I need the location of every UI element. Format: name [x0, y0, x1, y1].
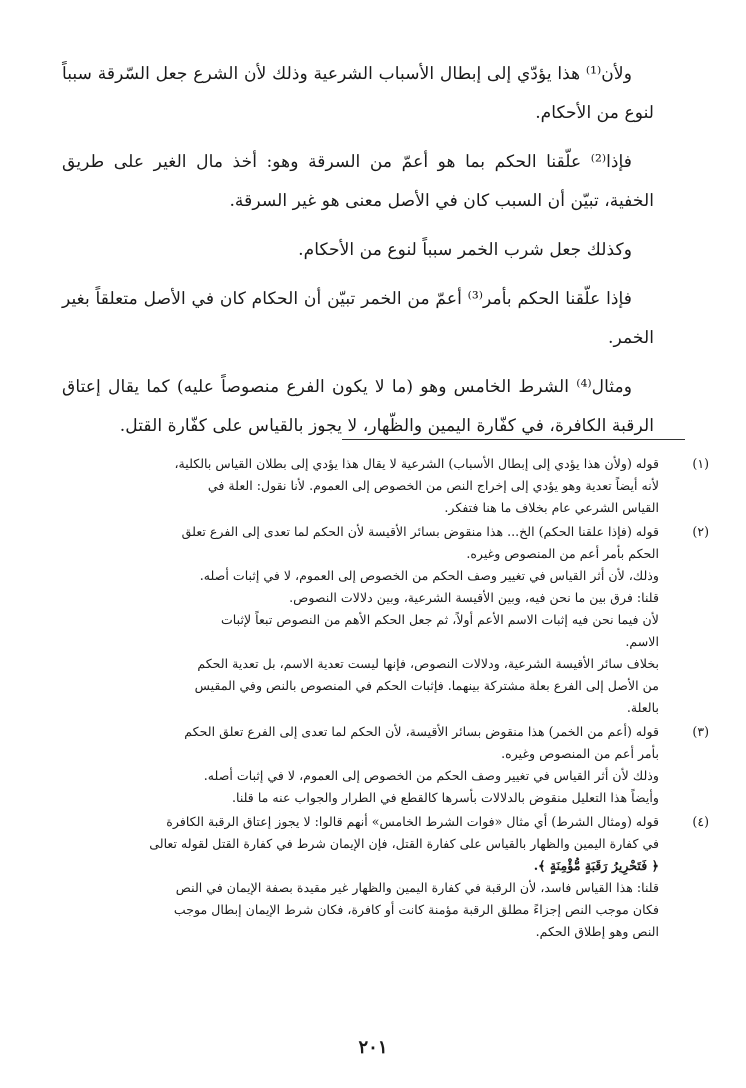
footnote-line: لأن فيما نحن فيه إثبات الاسم الأعم أولاً، ثم جعل الحكم الأهم من النصوص تبعاً لإثبات [220, 612, 659, 627]
footnote-2 [43, 521, 709, 721]
footnote-number: (٤) [692, 814, 709, 829]
page-number: ٢٠١ [358, 1037, 388, 1058]
footnote-line: النص وهو إطلاق الحكم. [535, 924, 659, 939]
footnote-1 [43, 453, 709, 521]
footnote-text [43, 453, 659, 521]
footnote-text [43, 721, 659, 811]
footnote-line: بخلاف سائر الأقيسة الشرعية، ودلالات النصوص، فإنها ليست تعدية الاسم، بل تعدية الحكم [197, 656, 659, 671]
footnote-4 [43, 811, 709, 943]
footnote-line: وأيضاً هذا التعليل منقوض بالدلالات بأسرها كالقطع في الطرار والجواب عنه ما قلنا. [231, 790, 659, 805]
footnote-text [43, 811, 659, 943]
footnote-line: في كفارة اليمين والظهار بالقياس على كفارة القتل، فإن الإيمان شرط في كفارة القتل لقوله تعالى [149, 836, 659, 851]
footnote-line: قلنا: هذا القياس فاسد، لأن الرقبة في كفارة اليمين والظهار غير مقيدة بصفة الإيمان في النص [175, 880, 659, 895]
footnote-number: (١) [692, 456, 709, 471]
footnote-line: قوله (ولأن هذا يؤدي إلى إبطال الأسباب) الشرعية لا يقال هذا يؤدي إلى بطلان القياس بالكلية، [174, 456, 659, 471]
footnote-number: (٣) [692, 724, 709, 739]
paragraph-3: وكذلك جعل شرب الخمر سبباً لنوع من الأحكام. [298, 240, 632, 260]
footnote-line: قوله (أعم من الخمر) هذا منقوض بسائر الأقيسة، لأن الحكم لما تعدى إلى الفرع تعلق الحكم [184, 724, 659, 739]
footnote-line: وذلك، لأن أثر القياس في تغيير وصف الحكم من الخصوص إلى العموم، لا في إثبات أصله. [199, 568, 659, 583]
footnotes [43, 453, 709, 943]
footnote-line: وذلك لأن أثر القياس في تغيير وصف الحكم من الخصوص إلى العموم، لا في إثبات أصله. [203, 768, 659, 783]
footnote-line: الاسم. [625, 634, 659, 649]
footnote-line: القياس الشرعي عام بخلاف ما هنا فتفكر. [444, 500, 659, 515]
paragraph-5: ومثال⁽⁴⁾ الشرط الخامس وهو (ما لا يكون الفرع منصوصاً عليه) كما يقال إعتاق الرقبة الكافرة، في كفّارة اليمين والظّهار، لا يجوز بالقياس على كفّارة القتل. [62, 377, 654, 436]
paragraph-4: فإذا علّقنا الحكم بأمر⁽³⁾ أعمّ من الخمر تبيّن أن الحكام كان في الأصل متعلقاً بغير الخمر. [62, 289, 654, 348]
main-text [62, 55, 654, 456]
footnote-line: قوله (فإذا علقنا الحكم) الخ... هذا منقوض بسائر الأقيسة لأن الحكم لما تعدى إلى الفرع تعلق [181, 524, 659, 539]
footnote-line: الحكم بأمر أعم من المنصوص وغيره. [466, 546, 659, 561]
footnote-line: لأنه أيضاً تعدية وهو يؤدي إلى إخراج النص من الخصوص إلى العموم. لأنا نقول: العلة في [207, 478, 659, 493]
footnote-number: (٢) [692, 524, 709, 539]
footnote-line: بالعلة. [626, 700, 659, 715]
footnote-3 [43, 721, 709, 811]
footnote-line: فكان موجب النص إجزاءً مطلق الرقبة مؤمنة كانت أو كافرة، فكان شرط الإيمان إبطال موجب [173, 902, 659, 917]
paragraph-1: ولأن⁽¹⁾ هذا يؤدّي إلى إبطال الأسباب الشرعية وذلك لأن الشرع جعل السّرقة سبباً لنوع من الأحكام. [62, 64, 654, 123]
footnote-text [43, 521, 659, 721]
paragraph-2: فإذا⁽²⁾ علّقنا الحكم بما هو أعمّ من السرقة وهو: أخذ مال الغير على طريق الخفية، تبيّن أن السبب كان في الأصل معنى هو غير السرقة. [62, 152, 654, 211]
footnote-line: قلنا: فرق بين ما نحن فيه، وبين الأقيسة الشرعية، وبين دلالات النصوص. [289, 590, 659, 605]
quran-verse: ﴿ فَتَحْرِيرُ رَقَبَةٍ مُّؤْمِنَةٍ ﴾. [533, 858, 659, 873]
footnote-line: بأمر أعم من المنصوص وغيره. [501, 746, 659, 761]
footnote-line: من الأصل إلى الفرع بعلة مشتركة بينهما. فإثبات الحكم في المنصوص بالنص وفي المقيس [194, 678, 659, 693]
footnote-line: قوله (ومثال الشرط) أي مثال «فوات الشرط الخامس» أنهم قالوا: لا يجوز إعتاق الرقبة الكافرة [166, 814, 659, 829]
footnote-separator [342, 439, 685, 440]
